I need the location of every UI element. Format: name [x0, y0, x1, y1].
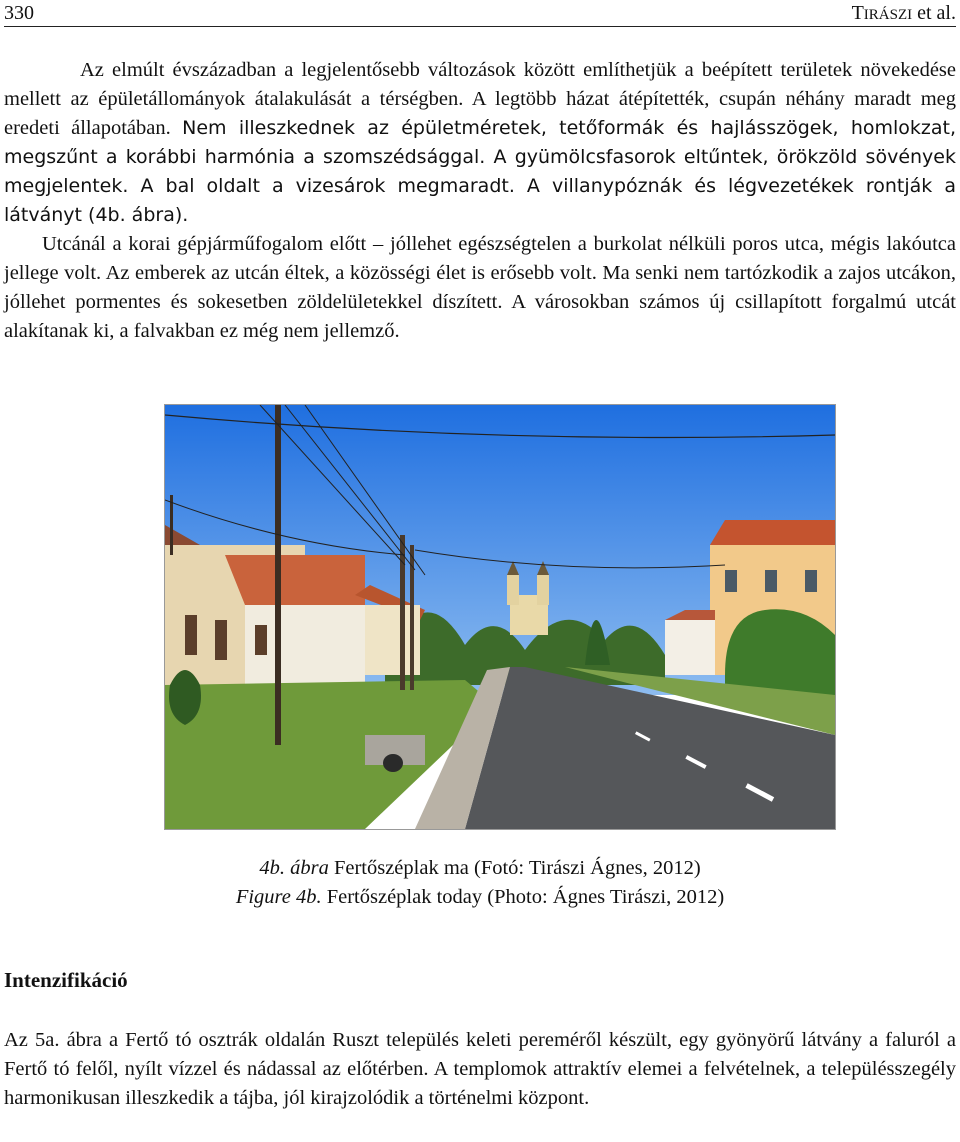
running-head-initial: T — [851, 2, 864, 24]
paragraph-1-lead: Az elmúlt évszázadban a legjelentősebb változások között említhetjük a beépített területek növekedése mellett az épületállományok átalakulását a térségben. A legtöbb házat átépítették, csupán néhány maradt meg eredeti állapotában. — [4, 59, 956, 139]
paragraph-3: Az 5a. ábra a Fertő tó osztrák oldalán Ruszt település keleti pereméről készült, egy gyönyörű látvány a faluról a Fertő tó felől, nyílt vízzel és nádassal az előtérben. A templomok attraktív elemei a felvételnek, a településszegély harmonikusan illeszkedik a tájba, jól kirajzolódik a történelmi központ. — [4, 1029, 956, 1109]
paragraph-2: Utcánál a korai gépjárműfogalom előtt – jóllehet egészségtelen a burkolat nélküli poros utca, mégis lakóutca jellege volt. Az emberek az utcán éltek, a közösségi élet is erősebb volt. Ma senki nem tartózkodik a zajos utcákon, jóllehet pormentes és sokesetben zöldelületekkel díszített. A városokban számos új csillapított forgalmú utcát alakítanak ki, a falvakban ez még nem jellemző. — [4, 233, 956, 342]
paragraph-1-sans: Nem illeszkednek az épületméretek, tetőformák és hajlásszögek, homlokzat, megszűnt a korábbi harmónia a szomszédsággal. A gyümölcsfasorok eltűntek, örökzöld sövények megjelentek. A bal oldalt a vizesárok megmaradt. A villanypóznák és légvezetékek rontják a látványt (4b. ábra). — [4, 117, 957, 226]
street-photo — [164, 404, 836, 830]
running-head — [852, 2, 956, 25]
figure-caption-en — [0, 883, 960, 912]
paragraph-1 — [4, 56, 956, 230]
street-photo-illustration — [165, 405, 835, 829]
page-number: 330 — [4, 2, 34, 24]
running-head-smallcaps: IRÁSZI — [863, 7, 913, 23]
figure-caption-hu-text: Fertőszéplak ma (Fotó: Tirászi Ágnes, 2012) — [328, 857, 701, 879]
running-head-rest: et al. — [912, 2, 956, 24]
body-text-bottom — [4, 1026, 956, 1113]
figure-label-hu: 4b. ábra — [259, 857, 329, 879]
figure-caption-hu — [0, 854, 960, 883]
figure-label-en: Figure 4b. — [235, 886, 322, 908]
section-heading: Intenzifikáció — [4, 968, 128, 992]
figure-caption-en-text: Fertőszéplak today (Photo: Ágnes Tirászi, 2012) — [321, 886, 725, 908]
body-text-top — [4, 56, 956, 346]
page-header — [4, 0, 956, 27]
